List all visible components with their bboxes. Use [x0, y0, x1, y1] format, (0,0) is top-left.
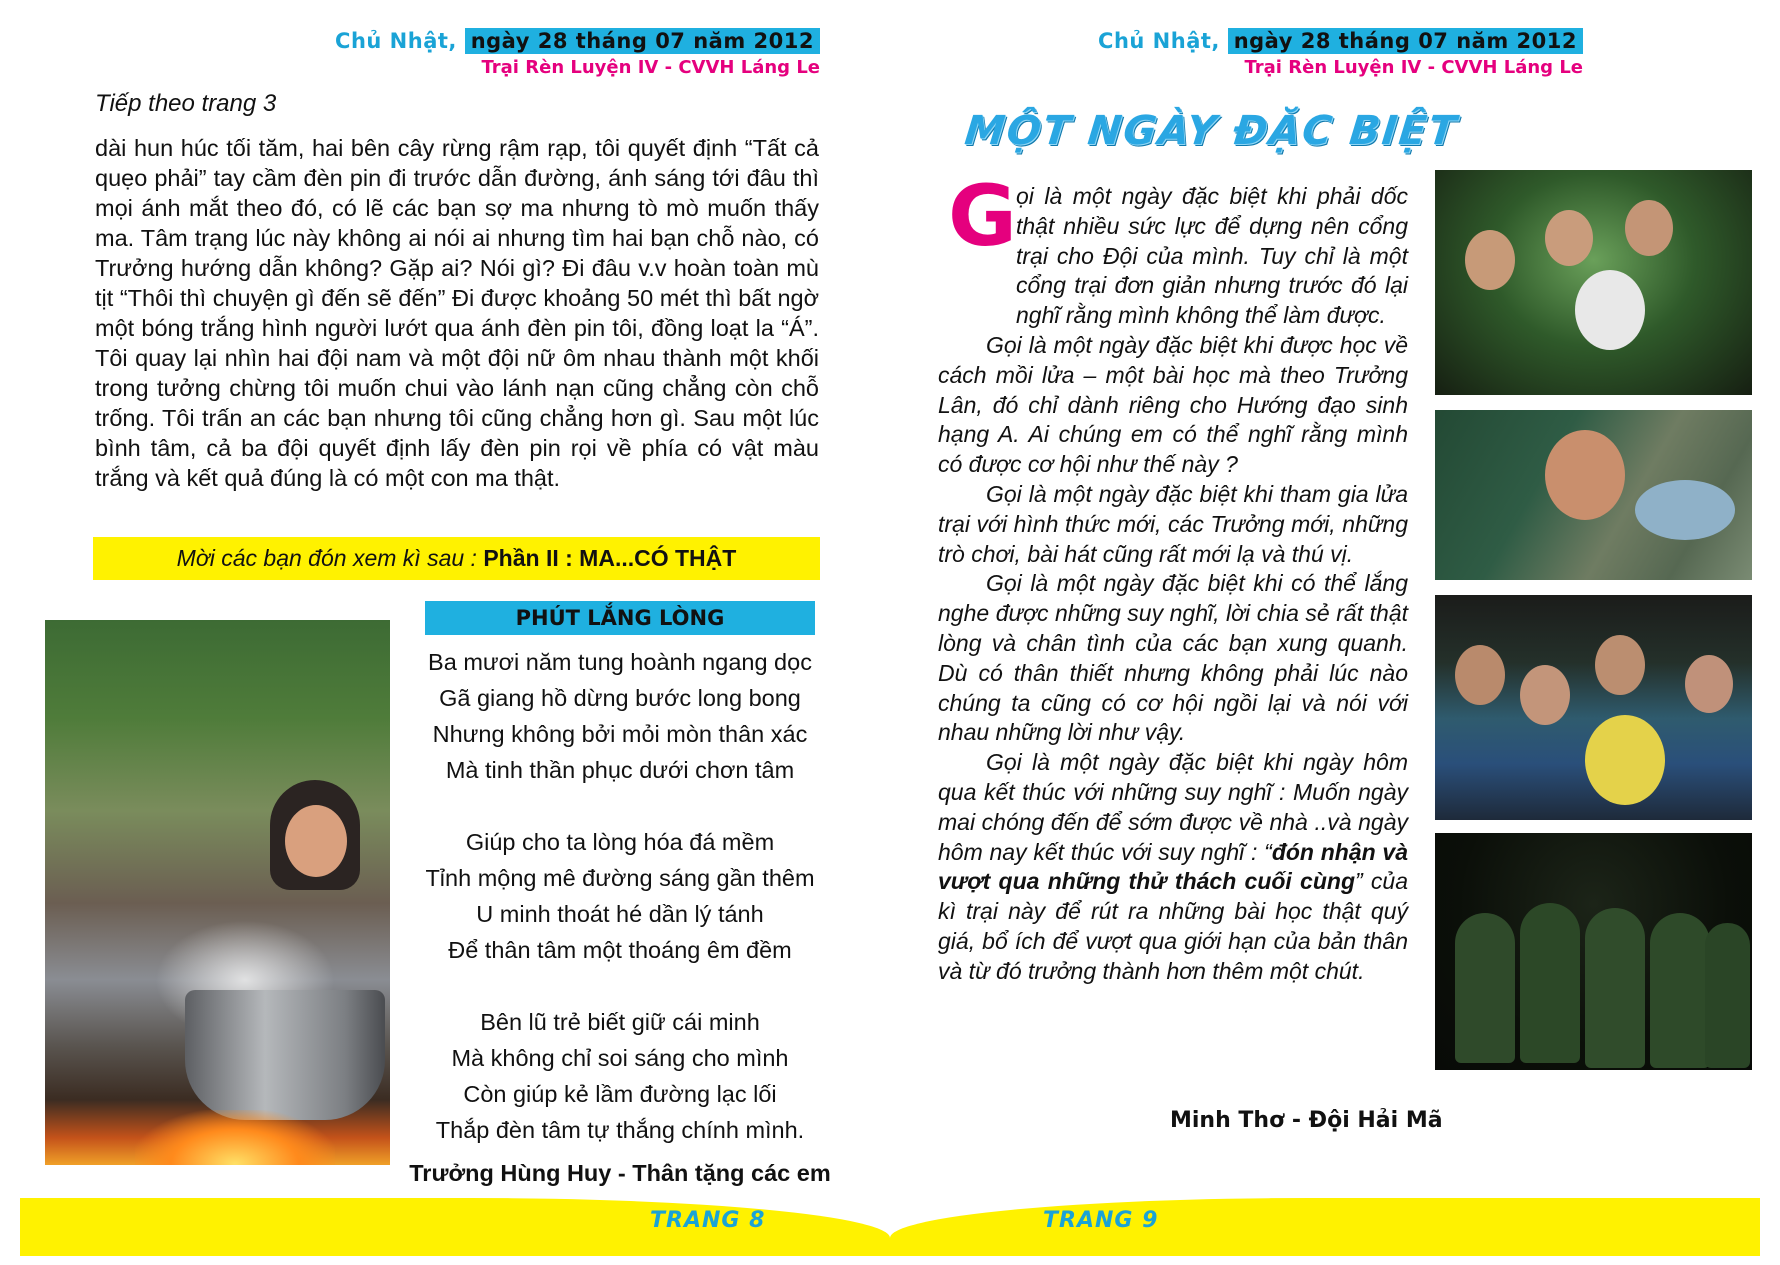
- article-paragraph: Gọi là một ngày đặc biệt khi tham gia lửa trại với hình thức mới, các Trưởng mới, những trò chơi, bài hát cũng rất mới lạ và thú vị.: [938, 480, 1408, 567]
- poem-line: Thắp đèn tâm tự thắng chính mình.: [435, 1117, 805, 1143]
- cooking-photo: [45, 620, 390, 1165]
- article-paragraph: Gọi là một ngày đặc biệt khi có thể lắng nghe được những suy nghĩ, lời chia sẻ rất thật lòng và chân tình của các bạn xung quanh. Dù có thân thiết nhưng không phải lúc nào chúng ta cũng có cơ hội ngồi lại và nói với nhau những lời như vậy.: [938, 570, 1408, 746]
- page-header: [335, 26, 820, 80]
- poem-line: Nhưng không bởi mỏi mòn thân xác: [432, 721, 808, 747]
- page-9: [890, 0, 1780, 1265]
- poem-line: Để thân tâm một thoáng êm đềm: [448, 937, 792, 963]
- page-number: TRANG 9: [1043, 1208, 1159, 1233]
- article-body: [938, 182, 1408, 987]
- camp-photo-group: [1435, 170, 1752, 395]
- article-emphasis: đón nhận và vượt qua những thử thách cuối cùng: [938, 838, 1408, 895]
- poem-line: Mà không chỉ soi sáng cho mình: [451, 1045, 789, 1071]
- poem-line: Ba mươi năm tung hoành ngang dọc: [428, 649, 812, 675]
- article-paragraph: [938, 748, 1408, 986]
- campfire: [135, 1110, 335, 1165]
- poem-stanza: [404, 824, 836, 968]
- next-issue-prefix: Mời các bạn đón xem kì sau :: [176, 545, 484, 571]
- poem-line: Gã giang hồ dừng bước long bong: [439, 685, 801, 711]
- article-paragraph: Gọi là một ngày đặc biệt khi được học về cách mồi lửa – một bài học mà theo Trưởng Lân, đó chỉ dành riêng cho Hướng đạo sinh hạng A. Ai chúng em có thể nghĩ rằng mình có được cơ hội như thế này ?: [938, 331, 1408, 478]
- article-text: ” của kì trại này để rút ra những bài học thật quý giá, bổ ích để vượt qua giới hạn của bản thân và từ đó trưởng thành hơn thêm một chút.: [938, 868, 1408, 984]
- header-date: ngày 28 tháng 07 năm 2012: [1228, 28, 1583, 54]
- next-issue-part: Phần II : MA...CÓ THẬT: [483, 545, 737, 571]
- cooking-pot: [185, 990, 385, 1120]
- poem-line: Còn giúp kẻ lầm đường lạc lối: [463, 1081, 777, 1107]
- header-subtitle: Trại Rèn Luyện IV - CVVH Láng Le: [1244, 57, 1583, 78]
- article-paragraph: ọi là một ngày đặc biệt khi phải dốc thật nhiều sức lực để dựng nên cổng trại cho Đội của mình. Tuy chỉ là một cổng trại đơn giản nhưng trước đó lại nghĩ rằng mình không thể làm được.: [1016, 183, 1408, 329]
- poem-line: Bên lũ trẻ biết giữ cái minh: [480, 1009, 760, 1035]
- next-issue-banner: [93, 537, 820, 580]
- page-number: TRANG 8: [650, 1208, 766, 1233]
- article-text: Gọi là một ngày đặc biệt khi ngày hôm qua kết thúc với những suy nghĩ : Muốn ngày mai chóng đến để sớm được về nhà ..và ngày hôm nay kết thúc với suy nghĩ : “: [938, 749, 1408, 865]
- continued-note: Tiếp theo trang 3: [95, 90, 277, 117]
- poem-line: Giúp cho ta lòng hóa đá mềm: [465, 829, 775, 855]
- story-paragraph: dài hun húc tối tăm, hai bên cây rừng rậm rạp, tôi quyết định “Tất cả quẹo phải” tay cầm đèn pin đi trước dẫn đường, ánh sáng tới đâu thì mọi ánh mắt theo đó, có lẽ các bạn sợ ma nhưng tò mò muốn thấy ma. Tâm trạng lúc này không ai nói ai nhưng tìm hai bạn chỗ nào, có Trưởng hướng dẫn không? Gặp ai? Nói gì? Đi đâu v.v hoàn toàn mù tịt “Thôi thì chuyện gì đến sẽ đến” Đi được khoảng 50 mét thì bất ngờ một bóng trắng hình người lướt qua ánh đèn pin tôi, đồng loạt la “Á”. Tôi quay lại nhìn hai đội nam và một đội nữ ôm nhau thành một khối trong tưởng chừng tôi muốn chui vào lánh nạn cũng chẳng còn chỗ trống. Tôi trấn an các bạn nhưng tôi cũng chẳng hơn gì. Sau một lúc bình tâm, cả ba đội quyết định lấy đèn pin rọi về phía có vật màu trắng và kết quả đúng là có một con ma thật.: [95, 135, 819, 491]
- poem-line: Tỉnh mộng mê đường sáng gần thêm: [425, 865, 815, 891]
- header-day: Chủ Nhật,: [335, 29, 457, 53]
- poem-author: Trưởng Hùng Huy - Thân tặng các em: [409, 1160, 831, 1186]
- poem: [404, 644, 836, 1184]
- story-text: [95, 133, 819, 493]
- camp-photo-raincoats: [1435, 595, 1752, 820]
- poem-line: U minh thoát hé dần lý tánh: [476, 901, 764, 927]
- header-date: ngày 28 tháng 07 năm 2012: [465, 28, 820, 54]
- drop-cap: G: [948, 167, 1017, 265]
- poem-stanza: [404, 1004, 836, 1148]
- header-subtitle: Trại Rèn Luyện IV - CVVH Láng Le: [481, 57, 820, 78]
- camp-photo-night: [1435, 833, 1752, 1070]
- page-header: [1098, 26, 1583, 80]
- header-day: Chủ Nhật,: [1098, 29, 1220, 53]
- poem-stanza: [404, 644, 836, 788]
- camp-photo-girl: [1435, 410, 1752, 580]
- article-author: Minh Thơ - Đội Hải Mã: [1170, 1108, 1443, 1133]
- article-title: MỘT NGÀY ĐẶC BIỆT: [962, 108, 1461, 154]
- poem-title: PHÚT LẮNG LÒNG: [425, 601, 815, 635]
- poem-line: Mà tinh thần phục dưới chơn tâm: [445, 757, 795, 783]
- footer-band: [890, 1198, 1760, 1256]
